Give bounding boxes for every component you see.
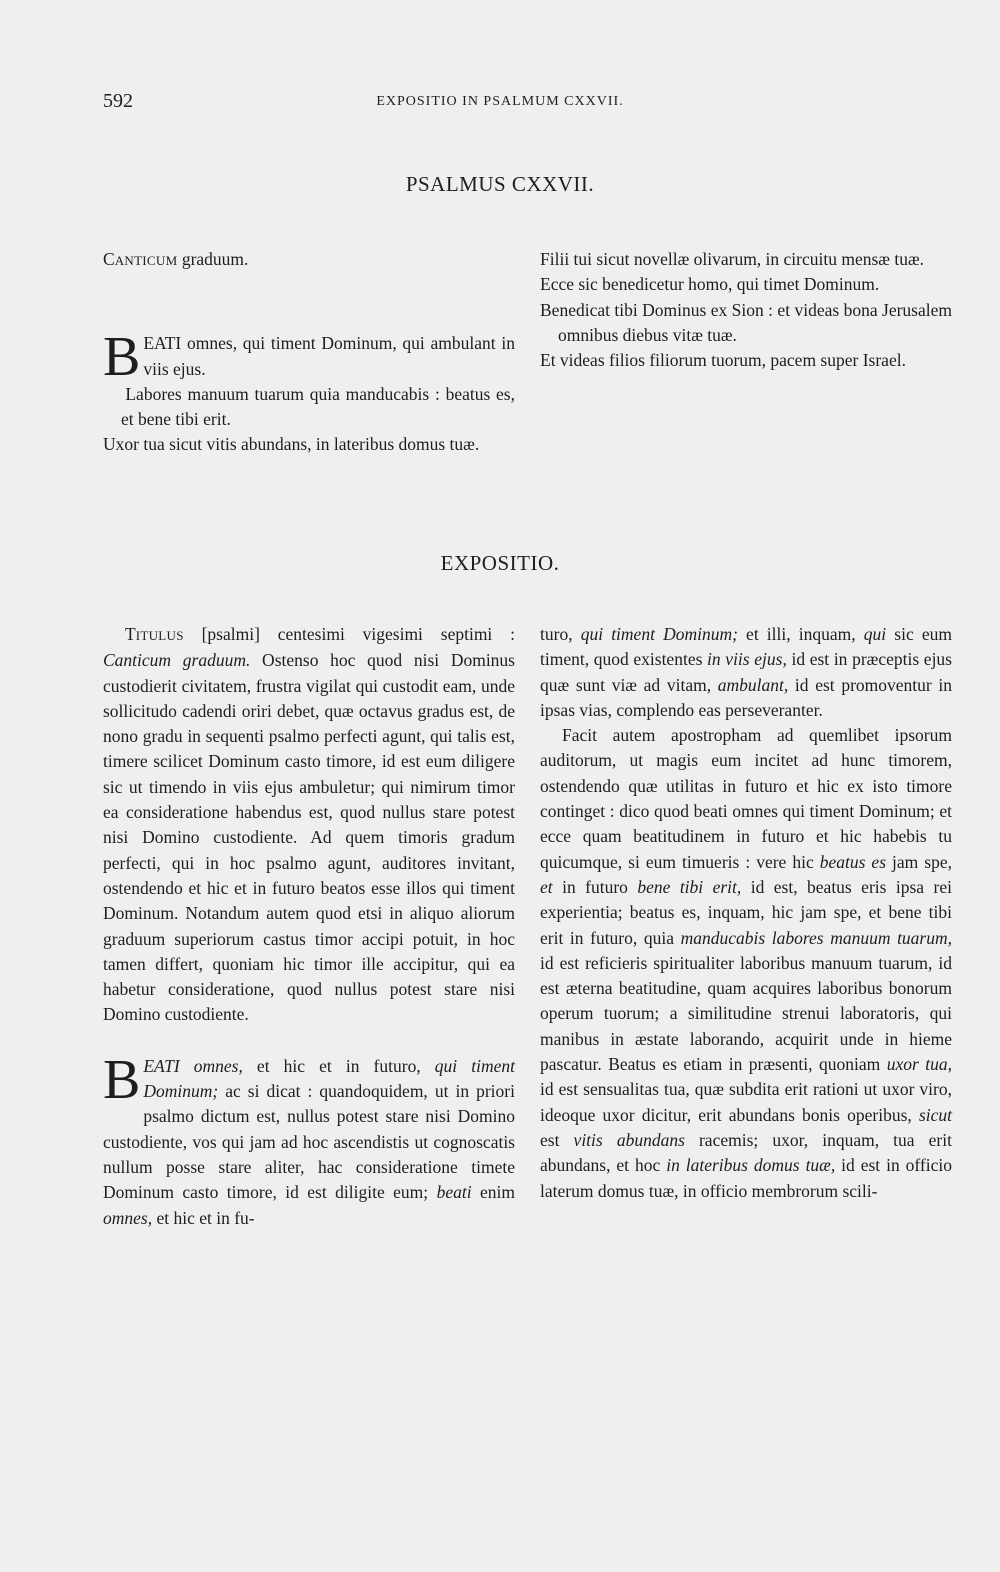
psalm-verse: Ecce sic benedicetur homo, qui timet Dominum. [540,274,880,295]
psalm-title: PSALMUS CXXVII. [405,172,595,196]
expositio-title: EXPOSITIO. [440,551,560,575]
commentary-paragraph: Facit autem apostropham ad quemlibet ipsorum auditorum, ut magis eum incitet ad hunc timorem, ostendendo quæ utilitas in futuro et hic ex isto timore continget : dico quod beati omnes qui timent Dominum; et ecce quam beatitudinem in futuro et hic habebis tu quicumque, si eum timueris : vere hic beatus es jam spe, et in futuro bene tibi erit, id est, beatus eris ipsa rei experientia; beatus es, inquam, hic jam spe, et bene tibi erit in futuro, quia manducabis labores manuum tuarum, id est reficieris spiritualiter laboribus manuum tuarum, id est æterna beatitudine, quam acquires laboribus bonorum operum tuorum; a similitudine strenui laboratoris, qui manibus in æstate laborando, acquirit unde in hieme pascatur. Beatus es etiam in præsenti, quoniam uxor tua, id est sensualitas tua, quæ subdita erit rationi ut uxor viro, ideoque uxor dicitur, erit abundans bonis operibus, sicut est vitis abundans racemis; uxor, inquam, tua erit abundans, et hoc in lateribus domus tuæ, id est in officio laterum domus tuæ, in officio membrorum scili- [540,725,952,1201]
page-number: 592 [103,90,133,112]
psalm-verse: Labores manuum tuarum quia manducabis : beatus es, et bene tibi erit. [121,383,515,430]
psalm-verse: Filii tui sicut novellæ olivarum, in circuitu mensæ tuæ. [540,249,925,269]
psalm-left-column [103,247,515,458]
commentary-paragraph: turo, qui timent Dominum; et illi, inquam, qui sic eum timent, quod existentes in viis ejus, id est in præceptis ejus quæ sunt viæ ad vitam, ambulant, id est promoventur in ipsas vias, complendo eas perseveranter. [540,624,953,720]
drop-cap: B [103,1048,141,1111]
running-title: EXPOSITIO IN PSALMUM CXXVII. [376,94,624,109]
psalm-verse-1: B EATI omnes, qui timent Dominum, qui ambulant in viis ejus. [103,326,515,389]
psalm-right-column [540,247,952,373]
psalm-verse: Et videas filios filiorum tuorum, pacem super Israel. [540,350,906,371]
commentary-paragraph: B EATI omnes, et hic et in futuro, qui timent Dominum; ac si dicat : quandoquidem, ut in priori psalmo dictum est, nullus potest stare nisi Domino custodiente, vos qui jam ad hoc ascendistis ut cognoscatis nullum posse stare aliter, hac consideratione timete Dominum casto timore, id est diligite eum; beati enim omnes, et hic et in fu- [103,1048,515,1228]
psalm-verse: Uxor tua sicut vitis abundans, in lateribus domus tuæ. [103,434,480,455]
psalm-verse: Benedicat tibi Dominus ex Sion : et videas bona Jerusalem omnibus diebus vitæ tuæ. [540,299,952,345]
commentary-left-column [103,622,515,1231]
commentary-right-column [540,622,952,1204]
drop-cap: B [103,326,141,389]
page-header [0,90,1000,114]
canticum-line: CANTICUM graduum. [103,249,249,269]
commentary-paragraph: TITULUS [psalmi] centesimi vigesimi septimi : Canticum graduum. Ostenso hoc quod nisi Dominus custodierit civitatem, frustra vigilat qui custodit eam, unde sollicitudo cadendi oriri debet, quæ octavus gradus est, de nono gradu in sequenti psalmo perfecti agunt, qui talis est, timere scilicet Dominum casto timore, id est eum diligere sic ut timendo in viis ejus ambuletur; qui nimirum timor ea consideratione habendus est, quod nullus stare potest nisi Domino custodiente. Ad quem timoris gradum perfecti, qui in hoc psalmo agunt, auditores invitant, ostendendo et hic et in futuro beatos esse illos qui timent Dominum. Notandum autem quod etsi in aliquo aliorum graduum superiorum castus timor accipi potuit, in hoc tamen differt, quoniam hic timor ille accipitur, qui ea habetur consideratione, quod nullus potest stare nisi Domino custodiente. [103,624,515,1025]
